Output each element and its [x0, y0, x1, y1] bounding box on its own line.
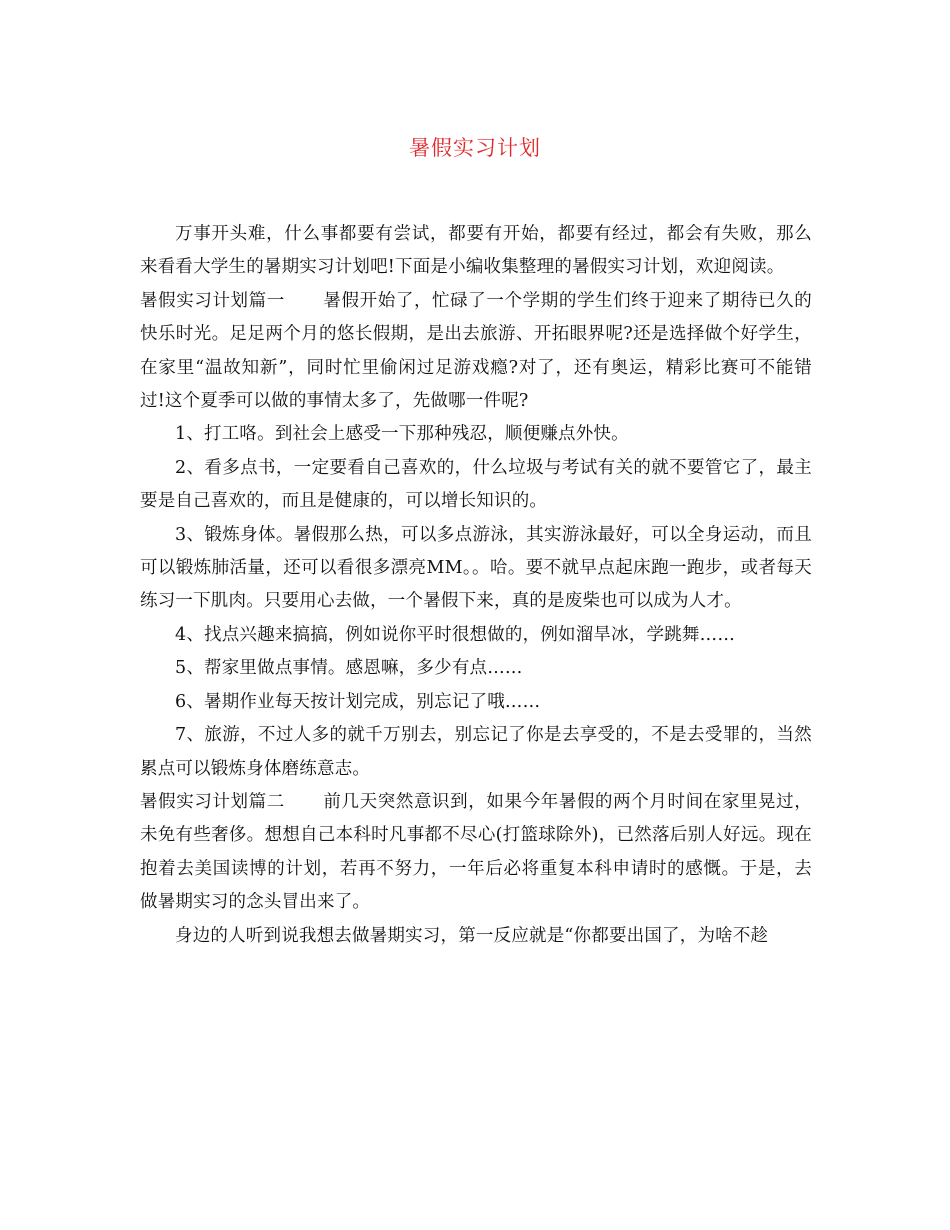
section-two-paragraph: [140, 786, 812, 920]
closing-paragraph: 身边的人听到说我想去做暑期实习，第一反应就是“你都要出国了，为啥不趁: [175, 925, 769, 946]
section-two-label: 暑假实习计划篇二: [140, 791, 285, 812]
section-one-text: 暑假开始了，忙碌了一个学期的学生们终于迎来了期待已久的快乐时光。足足两个月的悠长假期，是出去旅游、开拓眼界呢?还是选择做个好学生，在家里“温故知新”，同时忙里偷闲过足游戏瘾?对了，还有奥运，精彩比赛可不能错过!这个夏季可以做的事情太多了，先做哪一件呢?: [140, 290, 812, 412]
list-item-2: 2、看多点书，一定要看自己喜欢的，什么垃圾与考试有关的就不要管它了，最主要是自己喜欢的，而且是健康的，可以增长知识的。: [140, 457, 812, 512]
intro-paragraph: 万事开头难，什么事都要有尝试，都要有开始，都要有经过，都会有失败，那么来看看大学生的暑期实习计划吧!下面是小编收集整理的暑假实习计划，欢迎阅读。: [140, 224, 812, 278]
document-title: 暑假实习计划: [409, 136, 541, 160]
section-two-text: 前几天突然意识到，如果今年暑假的两个月时间在家里晃过，未免有些奢侈。想想自己本科时凡事都不尽心(打篮球除外)，已然落后别人好远。现在抱着去美国读博的计划，若再不努力，一年后必将重复本科申请时的感慨。于是，去做暑期实习的念头冒出来了。: [140, 791, 812, 913]
section-one-label: 暑假实习计划篇一: [140, 290, 285, 311]
list-item-6: 6、暑期作业每天按计划完成，别忘记了哦……: [175, 691, 541, 712]
list-item-4: 4、找点兴趣来搞搞，例如说你平时很想做的，例如溜旱冰，学跳舞……: [175, 624, 736, 645]
section-one-paragraph: [140, 285, 812, 419]
list-item-3: 3、锻炼身体。暑假那么热，可以多点游泳，其实游泳最好，可以全身运动，而且可以锻炼肺活量，还可以看很多漂亮MM。。哈。要不就早点起床跑一跑步，或者每天练习一下肌肉。只要用心去做，一个暑假下来，真的是废柴也可以成为人才。: [140, 524, 812, 612]
list-item-5: 5、帮家里做点事情。感恩嘛，多少有点……: [175, 658, 523, 679]
list-item-7: 7、旅游，不过人多的就千万别去，别忘记了你是去享受的，不是去受罪的，当然累点可以锻炼身体磨练意志。: [140, 725, 812, 779]
document-body: [140, 218, 812, 953]
list-item-1: 1、打工咯。到社会上感受一下那种残忍，顺便赚点外快。: [175, 424, 629, 445]
